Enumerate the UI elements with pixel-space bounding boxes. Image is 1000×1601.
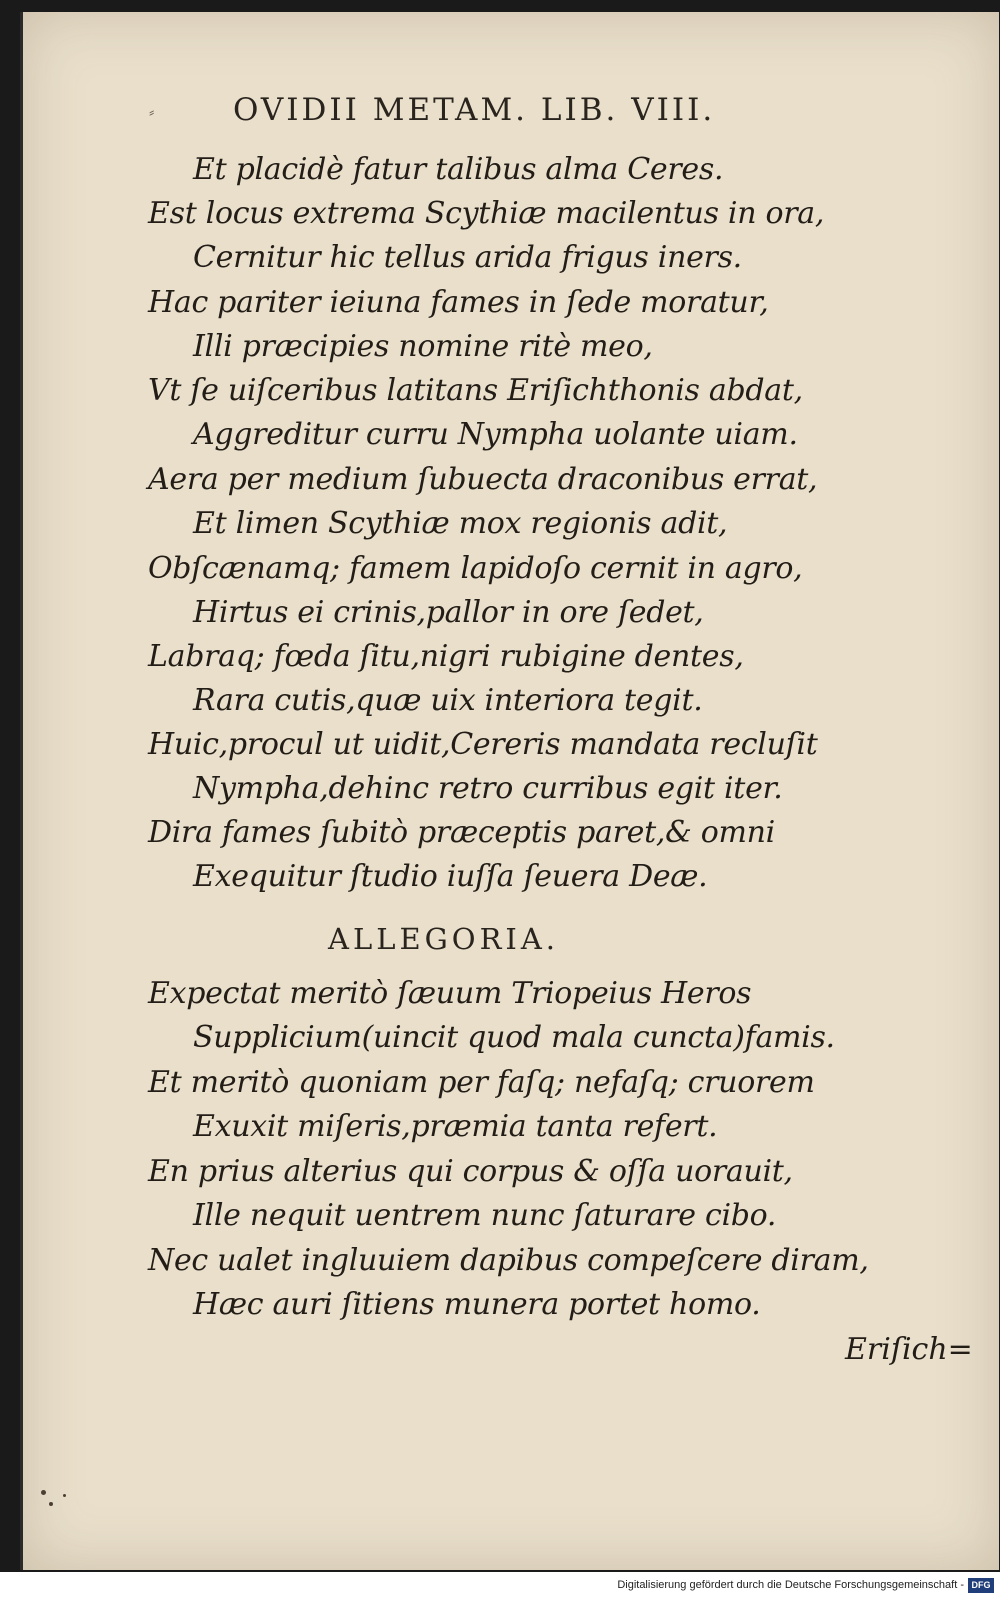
verse-line: Hac pariter ieiuna fames in ſede moratur, [148,285,769,320]
allegoria-line: En prius alterius qui corpus & oſſa uorauit, [148,1154,793,1189]
book-page [20,12,999,1570]
allegoria-line: Hæc auri ſitiens munera portet homo. [193,1287,761,1322]
ink-spot [49,1502,53,1506]
verse-line: Vt ſe uiſceribus latitans Eriſichthonis abdat, [148,373,803,408]
verse-line: Et placidè fatur talibus alma Ceres. [193,152,724,187]
catchword: Eriſich= [845,1332,973,1367]
allegoria-line: Expectat meritò ſæuum Triopeius Heros [148,976,752,1011]
funding-notice: Digitalisierung gefördert durch die Deutsche Forschungsgemeinschaft - [617,1579,964,1591]
verse-line: Dira fames ſubitò præceptis paret,& omni [148,815,775,850]
ink-spot [41,1490,46,1495]
verse-line: Hirtus ei crinis,pallor in ore ſedet, [193,595,704,630]
verse-line: Aggreditur curru Nympha uolante uiam. [193,417,798,452]
verse-line: Aera per medium ſubuecta draconibus errat, [148,462,818,497]
allegoria-line: Exuxit miſeris,præmia tanta refert. [193,1109,718,1144]
verse-line: Est locus extrema Scythiæ macilentus in ora, [148,196,825,231]
section-heading: ALLEGORIA. [328,922,560,956]
running-head: OVIDII METAM. LIB. VIII. [233,92,716,128]
ink-spot [63,1494,66,1497]
verse-line: Obſcænamq; famem lapidoſo cernit in agro, [148,551,803,586]
allegoria-line: Ille nequit uentrem nunc ſaturare cibo. [193,1198,777,1233]
verse-line: Rara cutis,quæ uix interiora tegit. [193,683,703,718]
verse-line: Huic,procul ut uidit,Cereris mandata recluſit [148,727,818,762]
margin-mark: ⸗ [149,102,155,121]
verse-line: Cernitur hic tellus arida frigus iners. [193,240,742,275]
allegoria-line: Supplicium(uincit quod mala cuncta)famis. [193,1020,835,1055]
verse-line: Labraq; fœda ſitu,nigri rubigine dentes, [148,639,744,674]
digitization-footer [0,1572,1000,1601]
allegoria-line: Nec ualet ingluuiem dapibus compeſcere diram, [148,1243,869,1278]
dfg-logo: DFG [968,1578,994,1593]
verse-line: Nympha,dehinc retro curribus egit iter. [193,771,783,806]
allegoria-line: Et meritò quoniam per faſq; nefaſq; cruorem [148,1065,815,1100]
verse-line: Illi præcipies nomine ritè meo, [193,329,653,364]
verse-line: Exequitur ſtudio iuſſa ſeuera Deæ. [193,859,708,894]
verse-line: Et limen Scythiæ mox regionis adit, [193,506,728,541]
